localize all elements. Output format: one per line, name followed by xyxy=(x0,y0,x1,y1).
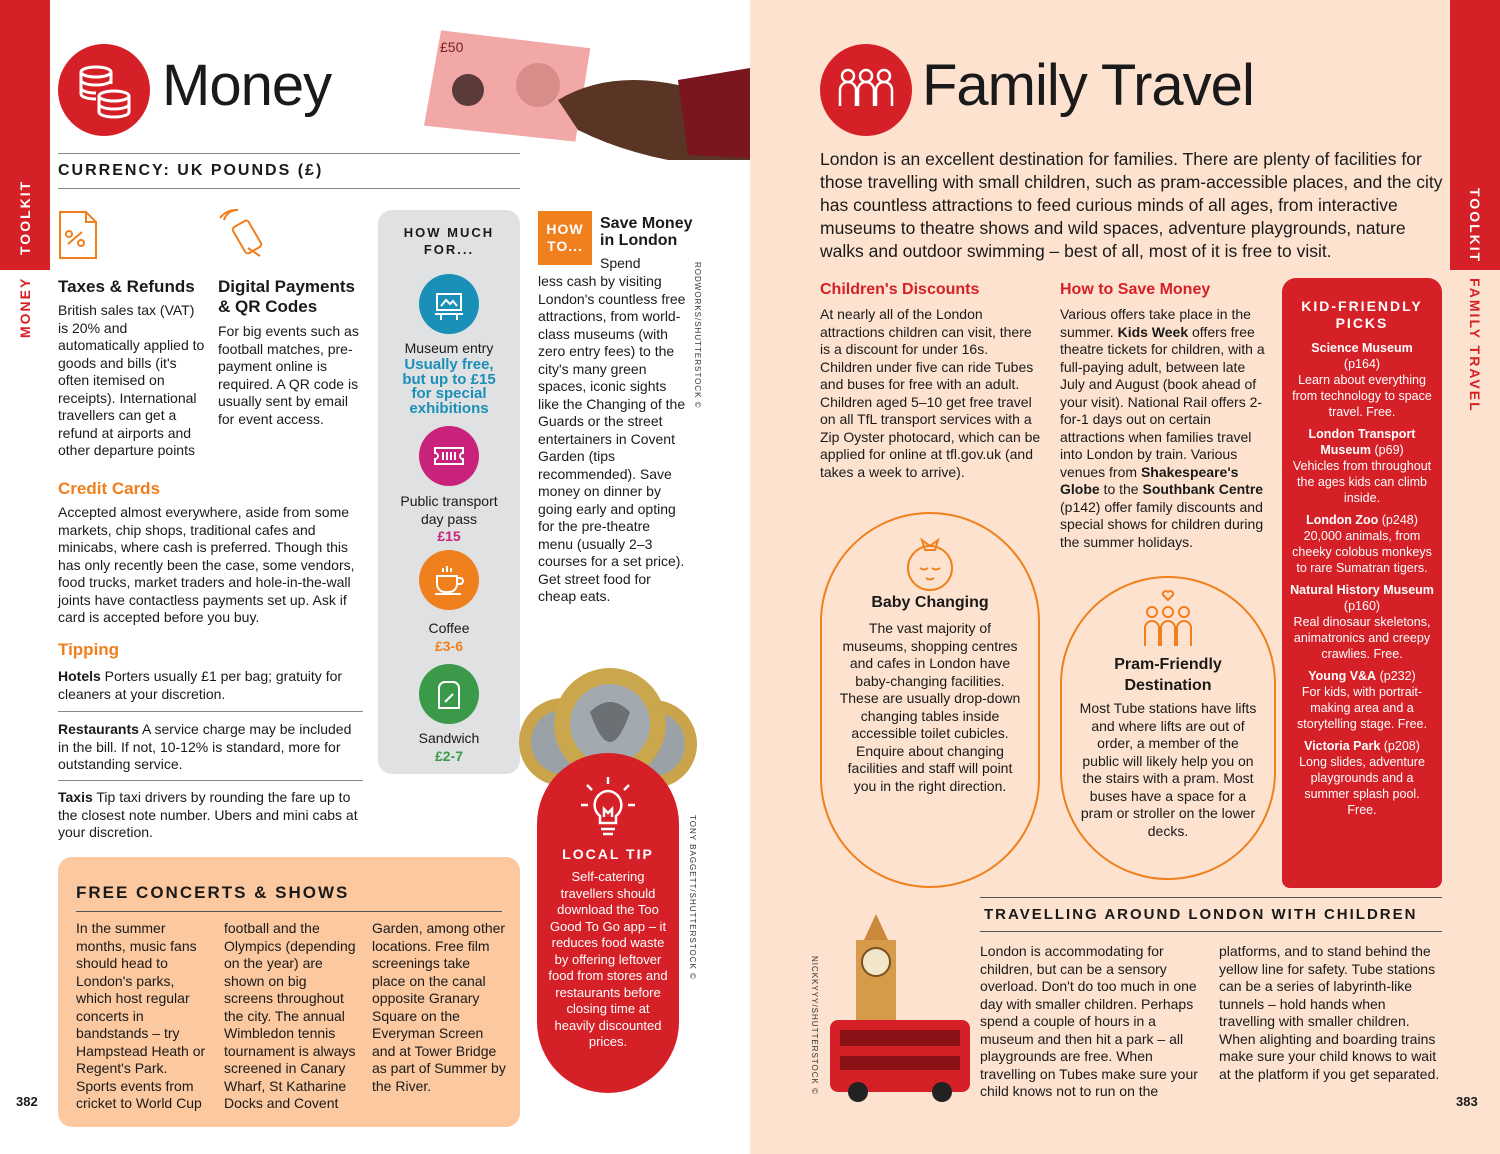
transport-label: Public transport day pass xyxy=(400,493,498,527)
save-t1: Various offers take place in the summer. xyxy=(1060,306,1251,340)
pick-young-va xyxy=(1290,668,1434,732)
banknote-hand-photo xyxy=(418,30,750,160)
taxes-heading: Taxes & Refunds xyxy=(58,277,195,296)
pram-friendly-heading: Pram-Friendly Destination xyxy=(1114,656,1222,694)
discounts-heading: Children's Discounts xyxy=(820,281,980,298)
travelling-col2: platforms, and to stand behind the yellow line for safety. Tube stations can be a series of labyrinth-like tunnels – hold hands when travelling with smaller children. When alighting and boarding trains make sure your child knows to wait at the platform if you get separated. xyxy=(1219,943,1440,1082)
credit-cards-heading: Credit Cards xyxy=(58,479,161,498)
pick-science-museum xyxy=(1290,340,1434,420)
tipping-restaurants-text: A service charge may be included in the bill. If not, 10-12% is standard, more for outstanding service. xyxy=(58,721,352,772)
pick-name: Science Museum xyxy=(1311,341,1413,355)
rule-travelling-bottom xyxy=(980,931,1442,932)
baby-changing-panel xyxy=(820,512,1040,888)
photo-credit-tony-baggett: TONY BAGGETT/SHUTTERSTOCK © xyxy=(688,815,697,980)
tipping-taxis-label: Taxis xyxy=(58,789,93,805)
how-to-badge-line1: HOW xyxy=(546,221,584,237)
local-tip-panel xyxy=(537,753,679,1093)
page-title-money: Money xyxy=(162,53,332,118)
pick-page: (p160) xyxy=(1343,599,1381,613)
save-t3: to the xyxy=(1099,481,1143,497)
how-much-heading: HOW MUCH FOR... xyxy=(403,225,495,257)
currency-heading: CURRENCY: UK POUNDS (£) xyxy=(58,162,324,179)
free-concerts-col2: football and the Olympics (depending on the year) are shown on big screens throughout the city. The annual Wimbledon tennis tournament is always screened in Canary Wharf, St Katharine Docks and Covent xyxy=(224,920,356,1111)
side-tab-label-toolkit: TOOLKIT xyxy=(17,179,33,255)
tipping-taxis xyxy=(58,789,360,842)
lightbulb-icon xyxy=(573,773,643,843)
pick-page: (p208) xyxy=(1383,739,1420,753)
kid-friendly-picks-heading: KID-FRIENDLY PICKS xyxy=(1301,298,1423,331)
pick-name: London Zoo xyxy=(1306,513,1379,527)
pick-name: Natural History Museum xyxy=(1290,583,1434,597)
save-b2: Shakespeare's Globe xyxy=(1060,463,1239,497)
local-tip-heading: LOCAL TIP xyxy=(562,846,654,862)
save-b3: Southbank Centre xyxy=(1142,481,1264,497)
kid-friendly-picks-panel xyxy=(1282,278,1442,888)
pick-name: Young V&A xyxy=(1308,669,1377,683)
pram-friendly-panel xyxy=(1060,576,1276,880)
save-t2: offers free theatre tickets for children, with a full-paying adult, between late July and August (book ahead of your visit). National Rail offers 2-for-1 days out on certain attractions when families travel into London by train. Various venues from xyxy=(1060,323,1265,480)
sandwich-price: £2-7 xyxy=(434,748,464,764)
tipping-taxis-text: Tip taxi drivers by rounding the fare up to the closest note number. Ubers and mini cabs at your discretion. xyxy=(58,789,358,840)
side-tab-label-family-travel: FAMILY TRAVEL xyxy=(1467,278,1483,413)
pram-friendly-text: Most Tube stations have lifts and where lifts are out of order, a member of the public will likely help you on the stairs with a pram. Most buses have a space for a pram or stroller on the lower decks. xyxy=(1079,700,1257,839)
discounts-text: At nearly all of the London attractions children can visit, there is a discount for under 16s. Children under five can ride Tubes and buses for free with an adult. Children aged 5–10 get free travel on all TfL transport services with a Zip Oyster photocard, which can be applied for online at tfl.gov.uk (and takes a week to arrive). xyxy=(820,306,1041,480)
how-to-text: less cash by visiting London's countless free attractions, from world-class museums (with zero entry fees) to the city's many green spaces, iconic sights like the Changing of the Guards or the street entertainers in Covent Garden (tips recommended). Save money on dinner by going early and opting for the pre-theatre menu (usually 2–3 courses for a set price). Get street food for cheap eats. xyxy=(538,273,686,604)
pick-page: (p248) xyxy=(1381,513,1418,527)
pick-page: (p232) xyxy=(1379,669,1416,683)
how-to-badge xyxy=(538,211,592,265)
museum-price: Usually free, but up to £15 for special exhibitions xyxy=(402,356,496,417)
page-title-family-travel: Family Travel xyxy=(922,53,1254,118)
museum-label: Museum entry xyxy=(404,340,494,356)
ticket-icon xyxy=(419,426,479,486)
pick-name: Victoria Park xyxy=(1304,739,1381,753)
pick-name: London Transport Museum xyxy=(1308,427,1416,457)
rule-concerts xyxy=(76,911,502,912)
rule-currency-bottom xyxy=(58,188,520,189)
rule-currency-top xyxy=(58,153,520,154)
coffee-icon xyxy=(419,550,479,610)
museum-icon xyxy=(419,274,479,334)
pick-victoria-park xyxy=(1290,738,1434,818)
travelling-heading: TRAVELLING AROUND LONDON WITH CHILDREN xyxy=(984,906,1418,923)
receipt-icon xyxy=(58,210,98,260)
free-concerts-box xyxy=(58,857,520,1127)
intro-text: London is an excellent destination for families. There are plenty of facilities for those travelling with small children, such as pram-accessible places, and the city has countless attractions to feed curious minds of all ages, from interactive museums to theatre shows and wild spaces, adventure playgrounds, nature walks and outdoor swimming – best of all, most of it is free to visit. xyxy=(820,149,1443,261)
sandwich-label: Sandwich xyxy=(418,730,480,746)
how-to-badge-line2: TO... xyxy=(547,238,583,254)
save-money-text xyxy=(1060,306,1270,551)
free-concerts-col3: Garden, among other locations. Free film screenings take place on the canal opposite Granary Square on the Everyman Screen and at Tower Bridge as part of Summer by the River. xyxy=(372,920,506,1094)
tipping-hotels xyxy=(58,668,360,703)
digital-text: For big events such as football matches, pre-payment online is required. A QR code is usually sent by email for event access. xyxy=(218,323,359,427)
save-t4: (p142) offer family discounts and special shows for children during the summer holidays. xyxy=(1060,498,1264,550)
how-much-box xyxy=(378,210,520,774)
side-tab-label-money: MONEY xyxy=(17,276,33,338)
baby-changing-text: The vast majority of museums, shopping centres and cafes in London have baby-changing facilities. These are usually drop-down changing tables inside accessible toilet cubicles. Enquire about changing facilities and staff will point you in the right direction. xyxy=(839,620,1021,794)
toy-bus-big-ben-photo xyxy=(824,910,974,1110)
pick-text: 20,000 animals, from cheeky colobus monkeys to rare Sumatran tigers. xyxy=(1292,529,1432,575)
coins-icon xyxy=(58,44,150,136)
travelling-col1: London is accommodating for children, but can be a sensory overload. Don't do too much in one day with smaller children. Perhaps spend a couple of hours in a museum and then hit a park – all playgrounds are free. When travelling on Tubes make sure your child knows not to run on the xyxy=(980,943,1198,1099)
kid-friendly-picks-list xyxy=(1290,340,1434,818)
baby-changing-heading: Baby Changing xyxy=(871,594,989,611)
tipping-hotels-text: Porters usually £1 per bag; gratuity for cleaners at your discretion. xyxy=(58,668,343,702)
page-number-left: 382 xyxy=(16,1094,38,1109)
rule-travelling-top xyxy=(980,897,1442,898)
pick-natural-history-museum xyxy=(1290,582,1434,662)
svg-text:£50: £50 xyxy=(440,39,464,55)
pick-london-transport-museum xyxy=(1290,426,1434,506)
tipping-restaurants-label: Restaurants xyxy=(58,721,139,737)
free-concerts-col1: In the summer months, music fans should head to London's parks, which host regular concerts in bandstands – try Hampstead Heath or Regent's Park. Sports events from cricket to World Cup xyxy=(76,920,206,1111)
pick-page: (p164) xyxy=(1343,357,1381,371)
photo-credit-nickkyyy: NICKKYYY/SHUTTERSTOCK © xyxy=(810,956,819,1095)
qr-phone-icon xyxy=(218,208,270,260)
photo-credit-rodworks: RODWORKS/SHUTTERSTOCK © xyxy=(693,262,702,409)
coffee-label: Coffee xyxy=(428,620,470,636)
page-number-right: 383 xyxy=(1456,1094,1478,1109)
sandwich-icon xyxy=(419,664,479,724)
free-concerts-heading: FREE CONCERTS & SHOWS xyxy=(76,883,350,902)
pick-text: Long slides, adventure playgrounds and a summer splash pool. Free. xyxy=(1299,755,1425,817)
digital-heading: Digital Payments & QR Codes xyxy=(218,277,355,316)
save-money-heading: How to Save Money xyxy=(1060,281,1211,298)
tipping-hotels-label: Hotels xyxy=(58,668,101,684)
save-b1: Kids Week xyxy=(1117,323,1189,340)
taxes-text: British sales tax (VAT) is 20% and automatically applied to goods and bills (it's often itemised on receipts). International travellers can get a refund at airports and other departure points xyxy=(58,302,205,458)
pick-text: Real dinosaur skeletons, animatronics and creepy crawlies. Free. xyxy=(1293,615,1431,661)
rule-tipping-1 xyxy=(58,711,363,712)
credit-cards-text: Accepted almost everywhere, aside from some markets, chip shops, traditional cafes and minicabs, where cash is preferred. Though this has only recently been the case, some vendors, food trucks, market traders and hole-in-the-wall joints have contactless payments set up. Ask if card is accepted before you buy. xyxy=(58,504,355,625)
how-to-heading: Save Money in London xyxy=(600,215,693,249)
coffee-price: £3-6 xyxy=(434,638,464,654)
baby-face-icon xyxy=(894,528,966,600)
pick-london-zoo xyxy=(1290,512,1434,576)
pick-text: Learn about everything from technology to space travel. Free. xyxy=(1292,373,1432,419)
pick-text: Vehicles from throughout the ages kids can climb inside. xyxy=(1292,459,1432,505)
transport-price: £15 xyxy=(437,528,461,544)
pick-text: For kids, with portrait-making area and a storytelling stage. Free. xyxy=(1297,685,1427,731)
family-outline-icon xyxy=(1138,588,1198,652)
pick-page: (p69) xyxy=(1374,443,1404,457)
side-tab-label-toolkit-right: TOOLKIT xyxy=(1467,188,1483,264)
right-page xyxy=(750,0,1500,1154)
local-tip-text: Self-catering travellers should download the Too Good To Go app – it reduces food waste by offering leftover food from stores and restaurants before closing time at heavily discounted prices. xyxy=(548,869,668,1049)
family-icon xyxy=(820,44,912,136)
tipping-heading: Tipping xyxy=(58,640,120,659)
tipping-restaurants xyxy=(58,721,360,774)
rule-tipping-2 xyxy=(58,780,363,781)
how-to-lead: Spend xyxy=(600,255,641,271)
